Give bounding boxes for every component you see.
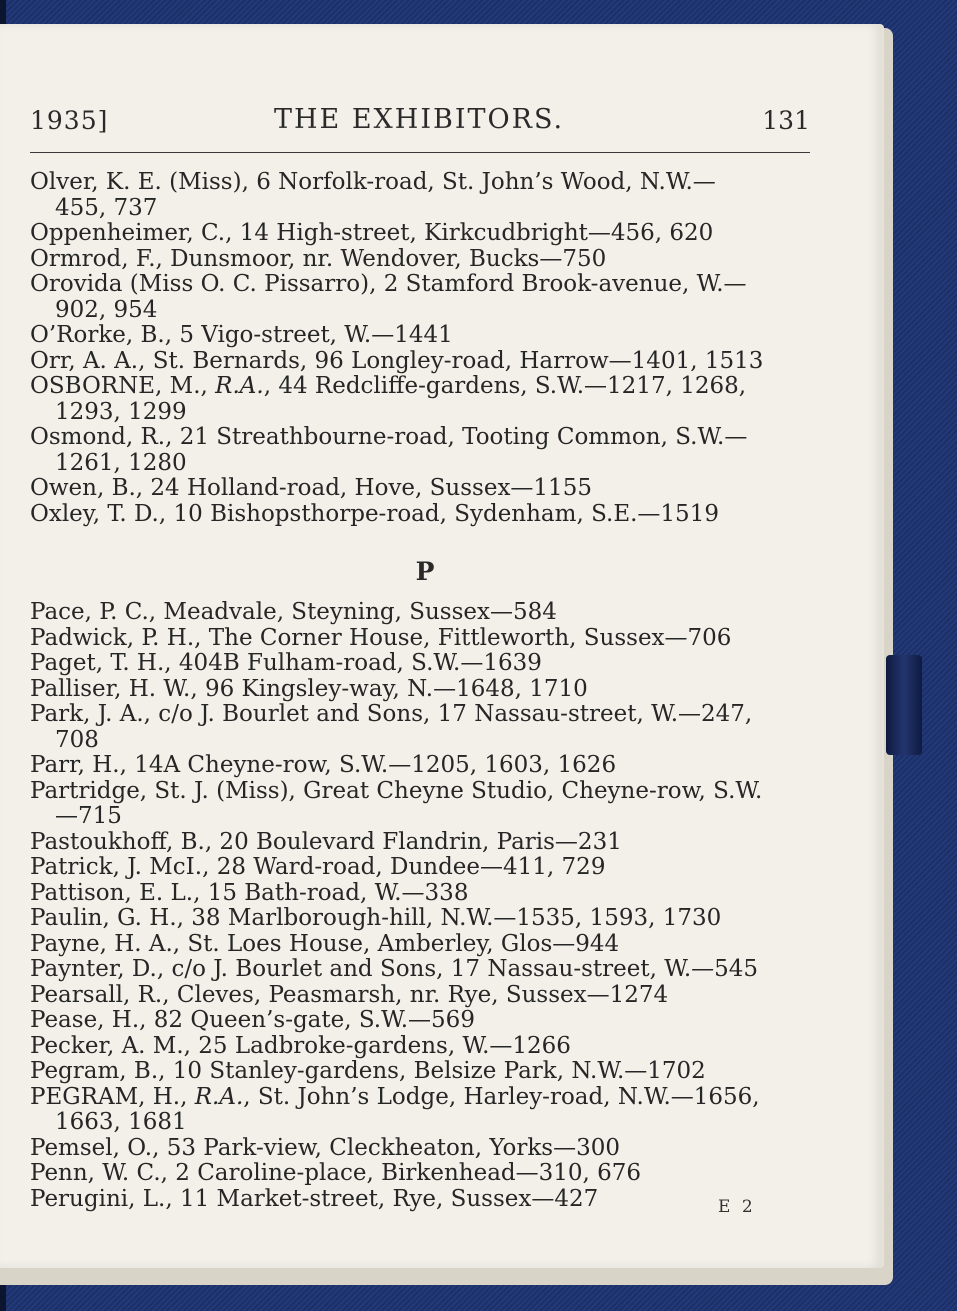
entry-address: , 44 Redcliffe-gardens, S.W.—1217, 1268,: [263, 373, 747, 399]
section-letter-heading: P: [415, 557, 435, 586]
exhibitor-entry: [30, 1187, 820, 1213]
entry-line: O’Rorke, B., 5 Vigo-street, W.—1441: [30, 322, 453, 348]
exhibitor-entry: [30, 1136, 820, 1162]
entry-address: , St. John’s Lodge, Harley-road, N.W.—1656,: [243, 1083, 760, 1110]
page-number: 131: [762, 106, 810, 135]
section-o-entries: [30, 170, 820, 527]
entry-line: Orr, A. A., St. Bernards, 96 Longley-road, Harrow—1401, 1513: [30, 347, 764, 374]
page-title: THE EXHIBITORS.: [274, 104, 565, 135]
entry-line: Owen, B., 24 Holland-road, Hove, Sussex—1155: [30, 475, 592, 501]
entry-line: Pease, H., 82 Queen’s-gate, S.W.—569: [30, 1007, 475, 1033]
entry-line: Patrick, J. McI., 28 Ward-road, Dundee—411, 729: [30, 854, 606, 880]
entry-name: OSBORNE, M.,: [30, 373, 216, 399]
entry-line: Pattison, E. L., 15 Bath-road, W.—338: [30, 879, 469, 906]
exhibitor-entry: [30, 476, 820, 502]
exhibitor-entry: [30, 957, 820, 983]
entry-line: Pearsall, R., Cleves, Peasmarsh, nr. Rye, Sussex—1274: [30, 981, 669, 1008]
exhibitor-entry: [30, 983, 820, 1009]
exhibitor-entry: [30, 247, 820, 273]
entry-line: [30, 1084, 760, 1110]
entry-line: Ormrod, F., Dunsmoor, nr. Wendover, Bucks—750: [30, 245, 607, 272]
exhibitor-entry: [30, 221, 820, 247]
running-header: [30, 104, 810, 144]
exhibitor-entry: [30, 881, 820, 907]
entry-continuation: 455, 737: [55, 194, 158, 221]
entry-line: Pemsel, O., 53 Park-view, Cleckheaton, Yorks—300: [30, 1134, 620, 1161]
entry-continuation: 1663, 1681: [55, 1109, 187, 1135]
entry-line: Payne, H. A., St. Loes House, Amberley, Glos—944: [30, 930, 620, 957]
entry-continuation: 1261, 1280: [55, 449, 187, 476]
entry-line: Paget, T. H., 404B Fulham-road, S.W.—1639: [30, 650, 542, 676]
entry-line: Park, J. A., c/o J. Bourlet and Sons, 17 Nassau-street, W.—247,: [30, 701, 753, 727]
entry-line: Palliser, H. W., 96 Kingsley-way, N.—1648, 1710: [30, 675, 588, 702]
exhibitor-entry: [30, 906, 820, 932]
exhibitor-entry: [30, 374, 820, 425]
entry-line: Paulin, G. H., 38 Marlborough-hill, N.W.—1535, 1593, 1730: [30, 905, 722, 931]
exhibitor-entry: [30, 830, 820, 856]
exhibitor-list: [30, 170, 820, 1212]
entry-line: Parr, H., 14A Cheyne-row, S.W.—1205, 1603, 1626: [30, 752, 617, 778]
entry-line: Oppenheimer, C., 14 High-street, Kirkcudbright—456, 620: [30, 220, 714, 246]
ra-designation: R.A.: [215, 373, 264, 399]
entry-line: Oxley, T. D., 10 Bishopsthorpe-road, Sydenham, S.E.—1519: [30, 500, 719, 527]
entry-line: Pegram, B., 10 Stanley-gardens, Belsize Park, N.W.—1702: [30, 1058, 706, 1084]
entry-continuation: 708: [55, 726, 99, 753]
bookmark-ribbon: [886, 655, 922, 755]
entry-continuation: 902, 954: [55, 296, 158, 323]
exhibitor-entry: [30, 651, 820, 677]
exhibitor-entry: [30, 600, 820, 626]
entry-name: PEGRAM, H.,: [30, 1083, 195, 1110]
exhibitor-entry: [30, 272, 820, 323]
exhibitor-entry: [30, 779, 820, 830]
exhibitor-entry: [30, 502, 820, 528]
exhibitor-entry: [30, 932, 820, 958]
entry-line: Penn, W. C., 2 Caroline-place, Birkenhead—310, 676: [30, 1160, 642, 1186]
exhibitor-entry: [30, 323, 820, 349]
entry-line: Osmond, R., 21 Streathbourne-road, Tooting Common, S.W.—: [30, 424, 748, 450]
ra-designation: R.A.: [194, 1083, 244, 1110]
exhibitor-entry: [30, 855, 820, 881]
entry-line: Pastoukhoff, B., 20 Boulevard Flandrin, Paris—231: [30, 828, 622, 855]
entry-line: Pecker, A. M., 25 Ladbroke-gardens, W.—1266: [30, 1032, 571, 1059]
exhibitor-entry: [30, 349, 820, 375]
entry-line: Perugini, L., 11 Market-street, Rye, Sussex—427: [30, 1185, 599, 1212]
entry-continuation: —715: [55, 803, 122, 829]
header-rule: [30, 152, 810, 153]
exhibitor-entry: [30, 425, 820, 476]
exhibitor-entry: [30, 1034, 820, 1060]
entry-line: Olver, K. E. (Miss), 6 Norfolk-road, St. John’s Wood, N.W.—: [30, 169, 716, 195]
exhibitor-entry: [30, 702, 820, 753]
exhibitor-entry: [30, 170, 820, 221]
header-year: 1935]: [30, 106, 109, 135]
entry-line: Padwick, P. H., The Corner House, Fittleworth, Sussex—706: [30, 624, 732, 651]
entry-line: Partridge, St. J. (Miss), Great Cheyne Studio, Cheyne-row, S.W.: [30, 777, 763, 804]
exhibitor-entry: [30, 677, 820, 703]
exhibitor-entry: [30, 1008, 820, 1034]
exhibitor-entry: [30, 1161, 820, 1187]
entry-continuation: 1293, 1299: [55, 398, 187, 425]
entry-line: [30, 373, 746, 399]
exhibitor-entry: [30, 1059, 820, 1085]
section-p-entries: [30, 600, 820, 1212]
entry-line: Paynter, D., c/o J. Bourlet and Sons, 17 Nassau-street, W.—545: [30, 956, 759, 982]
entry-line: Pace, P. C., Meadvale, Steyning, Sussex—584: [30, 599, 557, 625]
signature-mark: E 2: [718, 1197, 756, 1217]
entry-line: Orovida (Miss O. C. Pissarro), 2 Stamford Brook-avenue, W.—: [30, 271, 747, 297]
exhibitor-entry: [30, 753, 820, 779]
exhibitor-entry: [30, 1085, 820, 1136]
exhibitor-entry: [30, 626, 820, 652]
